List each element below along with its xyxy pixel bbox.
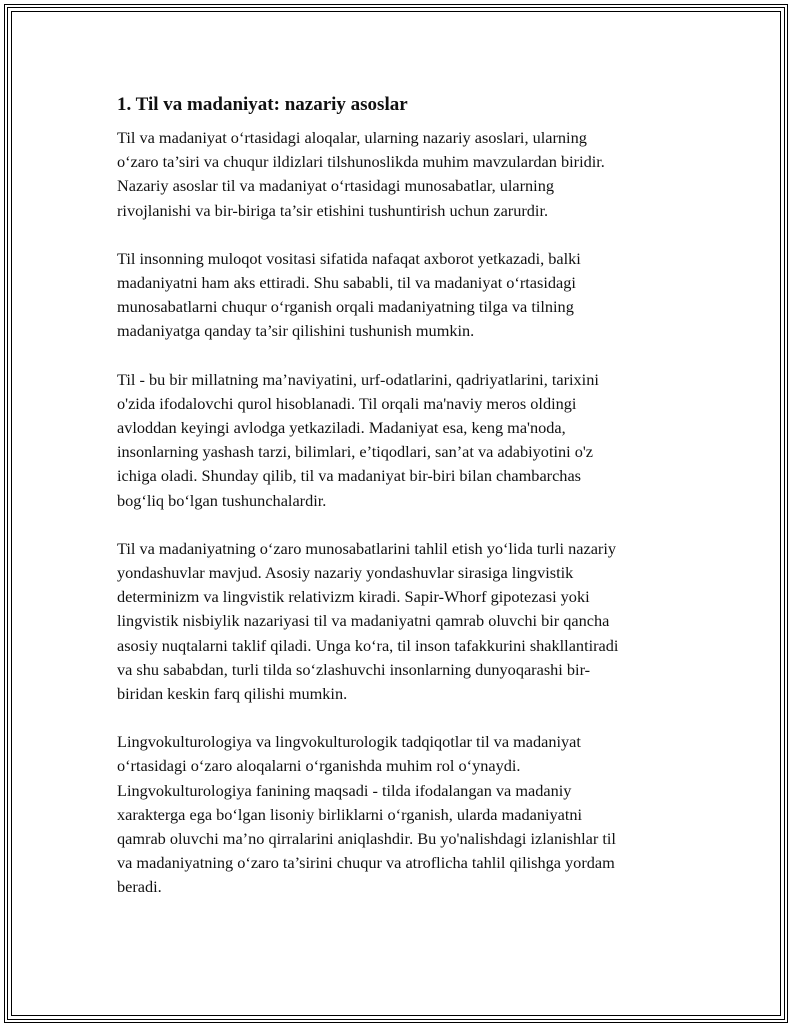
text-line: asosiy nuqtalarni taklif qiladi. Unga ko‘ra, til inson tafakkurini shakllantiradi <box>117 635 619 655</box>
paragraph-5 <box>117 730 677 899</box>
text-line: Til va madaniyat o‘rtasidagi aloqalar, ularning nazariy asoslari, ularning <box>117 128 587 147</box>
text-line: bog‘liq bo‘lgan tushunchalardir. <box>117 490 327 510</box>
text-line: Nazariy asoslar til va madaniyat o‘rtasidagi munosabatlar, ularning <box>117 176 554 196</box>
text-line: Til - bu bir millatning ma’naviyatini, urf-odatlarini, qadriyatlarini, tarixini <box>117 369 599 389</box>
paragraph-2 <box>117 247 677 344</box>
paragraph-4 <box>117 537 677 706</box>
text-line: xarakterga ega bo‘lgan lisoniy birliklarni o‘rganish, ularda madaniyatni <box>117 804 583 824</box>
text-line: madaniyatga qanday ta’sir qilishini tushunish mumkin. <box>117 321 475 341</box>
text-line: Lingvokulturologiya va lingvokulturologik tadqiqotlar til va madaniyat <box>117 732 581 752</box>
text-line: Til insonning muloqot vositasi sifatida nafaqat axborot yetkazadi, balki <box>117 248 581 268</box>
text-line: ichiga oladi. Shunday qilib, til va madaniyat bir-biri bilan chambarchas <box>117 466 582 486</box>
text-line: Til va madaniyatning o‘zaro munosabatlarini tahlil etish yo‘lida turli nazariy <box>117 538 617 558</box>
text-line: va madaniyatning o‘zaro ta’sirini chuqur va atroflicha tahlil qilishga yordam <box>117 853 615 873</box>
text-line: rivojlanishi va bir-biriga ta’sir etishini tushuntirish uchun zarurdir. <box>117 200 549 220</box>
text-line: avloddan keyingi avlodga yetkaziladi. Madaniyat esa, keng ma'noda, <box>117 418 566 438</box>
text-line: insonlarning yashash tarzi, bilimlari, e’tiqodlari, san’at va adabiyotini o'z <box>117 442 594 462</box>
text-line: o‘rtasidagi o‘zaro aloqalarni o‘rganishda muhim rol o‘ynaydi. <box>117 756 521 776</box>
text-line: o'zida ifodalovchi qurol hisoblanadi. Til orqali ma'naviy meros oldingi <box>117 393 577 413</box>
text-line: o‘zaro ta’siri va chuqur ildizlari tilshunoslikda muhim mavzulardan biridir. <box>117 152 605 172</box>
text-line: determinizm va lingvistik relativizm kiradi. Sapir-Whorf gipotezasi yoki <box>117 587 590 607</box>
text-line: lingvistik nisbiylik nazariyasi til va madaniyatni qamrab oluvchi bir qancha <box>117 611 610 631</box>
text-line: beradi. <box>117 877 162 897</box>
document-body <box>117 92 677 924</box>
paragraph-1 <box>117 126 677 223</box>
text-line: munosabatlarni chuqur o‘rganish orqali madaniyatning tilga va tilning <box>117 297 574 317</box>
text-line: yondashuvlar mavjud. Asosiy nazariy yondashuvlar sirasiga lingvistik <box>117 563 574 583</box>
text-line: biridan keskin farq qilishi mumkin. <box>117 684 348 704</box>
text-line: madaniyatni ham aks ettiradi. Shu sababli, til va madaniyat o‘rtasidagi <box>117 273 576 293</box>
text-line: Lingvokulturologiya fanining maqsadi - tilda ifodalangan va madaniy <box>117 780 572 800</box>
paragraph-3 <box>117 368 677 513</box>
text-line: qamrab oluvchi ma’no qirralarini aniqlashdir. Bu yo'nalishdagi izlanishlar til <box>117 829 616 849</box>
section-heading: 1. Til va madaniyat: nazariy asoslar <box>117 94 408 115</box>
text-line: va shu sababdan, turli tilda so‘zlashuvchi insonlarning dunyoqarashi bir- <box>117 659 591 679</box>
